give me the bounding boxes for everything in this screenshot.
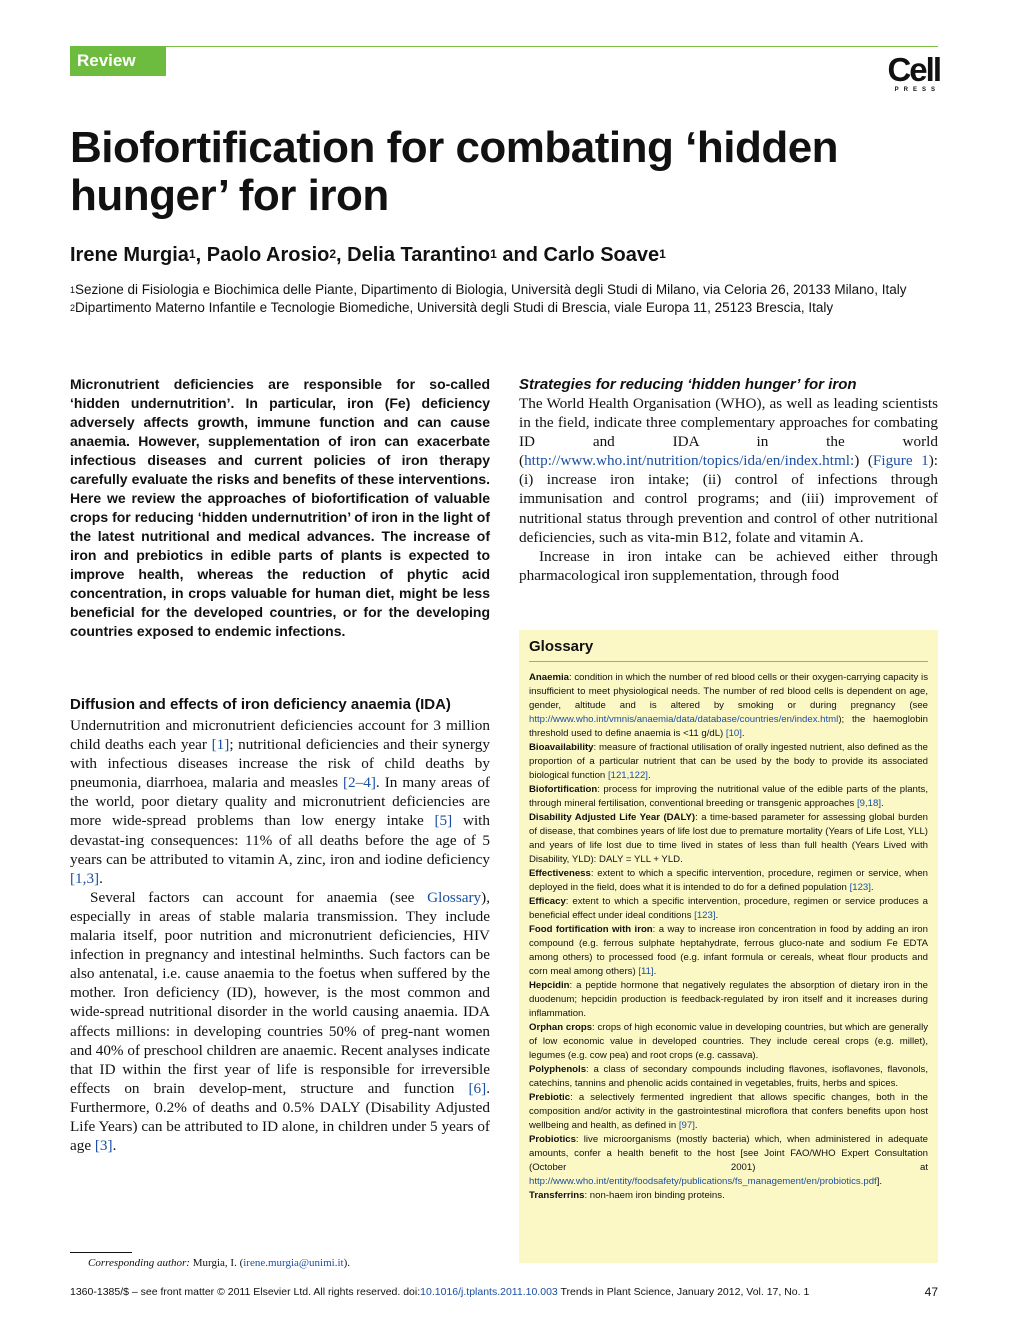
affiliation-mark: 2 xyxy=(70,303,76,313)
body-paragraph xyxy=(519,394,938,547)
affiliation-text: Sezione di Fisiologia e Biochimica delle Piante, Dipartimento di Biologia, Università degli Studi di Milano, via Celoria 26, 20133 Milano, Italy xyxy=(75,282,907,297)
glossary-term: Hepcidin xyxy=(529,980,570,991)
text-run: Undernutrition and micronutrient deficiencies account for 3 million child deaths each year xyxy=(70,717,490,754)
glossary-term: Effectiveness xyxy=(529,868,591,879)
glossary-entry xyxy=(529,1091,928,1133)
author-name: Irene Murgia xyxy=(70,244,189,266)
text-run: . xyxy=(112,1137,117,1155)
glossary-term: Anaemia xyxy=(529,672,569,683)
glossary-list xyxy=(529,671,928,1203)
body-paragraph xyxy=(519,547,938,585)
glossary-term: Efficacy xyxy=(529,896,566,907)
glossary-entry xyxy=(529,741,928,783)
doi-link[interactable]: 10.1016/j.tplants.2011.10.003 xyxy=(420,1286,558,1298)
citation-link[interactable]: [9,18] xyxy=(856,798,881,809)
footer-citation xyxy=(70,1285,809,1299)
body-paragraph xyxy=(70,888,490,1155)
author-separator: , xyxy=(336,244,348,266)
text-run: ; nutritional deficiencies and their synergy with infectious diseases increase the risk of child deaths by pneumonia, diarrhoea, malaria and measles xyxy=(70,736,490,792)
citation-link[interactable]: http://www.who.int/nutrition/topics/ida/en/index.html: xyxy=(524,452,855,470)
author-list xyxy=(70,241,666,269)
text-run: : a peptide hormone that negatively regulates the absorption of dietary iron in the duodenum; hepcidin production is feedback-regulated by iron itself and it increases during inflammation. xyxy=(529,980,928,1019)
author-email-link[interactable]: irene.murgia@unimi.it xyxy=(243,1257,344,1269)
text-run: The World Health Organisation (WHO), as well as leading scientists in the field, indicate three complementary approaches for combating ID and IDA in the world ( xyxy=(519,395,938,470)
text-run: Several factors can account for anaemia (see xyxy=(90,888,428,906)
text-run: : extent to which a specific intervention, procedure, regimen or service produces a beneficial effect under ideal conditions xyxy=(529,896,928,921)
text-run: : a way to increase iron concentration in food by adding an iron compound (e.g. ferrous sulphate heptahydrate, ferrous gluco-nate and sodium Fe EDTA among others) to processed food (e.g. infant formula or cereals, wheat flour products and corn meal among others) xyxy=(529,924,928,977)
glossary-entry xyxy=(529,1021,928,1063)
author-name: Paolo Arosio xyxy=(206,244,330,266)
section-tab: Review xyxy=(70,46,166,76)
text-run: Increase in iron intake can be achieved either through pharmacological iron supplementation, through food xyxy=(519,547,938,584)
text-run: . xyxy=(881,798,884,809)
logo-main-text: Cell xyxy=(887,51,940,88)
header-rule xyxy=(70,46,938,47)
article-title: Biofortification for combating ‘hidden hunger’ for iron xyxy=(70,123,839,220)
text-run: . xyxy=(715,910,719,921)
text-run: : crops of high economic value in developing countries, but which are generally of low economic value in developed countries. They include cereal crops (e.g. millet), legumes (e.g. cow pea) and root crops (e.g. cassava). xyxy=(529,1022,928,1061)
text-run: : a class of secondary compounds including flavones, isoflavones, flavonols, catechins, tannins and phenolic acids contained in vegetables, fruits, herbs and spices. xyxy=(529,1064,928,1089)
publisher-logo xyxy=(874,51,940,94)
text-run: : extent to which a specific intervention, procedure, regimen or service, when deployed in the field, does what it is intended to do for a defined population xyxy=(529,868,928,893)
affiliation xyxy=(70,281,948,299)
text-run: : condition in which the number of red blood cells or their oxygen-carrying capacity is insufficient to meet physiological needs. The number of red blood cells is dependent on age, gender, altitude and is altered by smoking or during pregnancy (see xyxy=(529,672,928,711)
text-run: : non-haem iron binding proteins. xyxy=(584,1190,725,1201)
citation-link[interactable]: [1,3] xyxy=(70,869,100,887)
left-column-body xyxy=(70,716,490,1155)
citation-link[interactable]: [1] xyxy=(211,736,230,754)
footnote-label: Corresponding author: xyxy=(88,1257,190,1269)
glossary-term: Probiotics xyxy=(529,1134,576,1145)
text-run: ), especially in areas of stable malaria transmission. They include malaria itself, poor nutrition and micronutrient deficiencies, HIV infection in pregnancy and intestinal helminths. Such factors can be also antenatal, i.e. cause anaemia to the foetus when suffered by the mother. Iron deficiency (ID), however, is the most common and wide-spread nutritional disorder in the world causing anaemia. IDA affects millions: in developing countries 50% of preg-nant women and 40% of preschool children are anaemic. Recent analyses indicate that ID within the first year of life is responsible for irreversible effects on brain develop-ment, structure and function xyxy=(70,888,491,1097)
text-run: ): (i) increase iron intake; (ii) control of infections through immunisation and control programs; and (iii) improvement of nutritional status through prevention and control of other nutritional deficiencies, such as vita-min B12, folate and vitamin A. xyxy=(519,452,938,546)
glossary-term: Disability Adjusted Life Year (DALY) xyxy=(529,812,696,823)
author-affiliation-mark: 1 xyxy=(659,247,666,261)
citation-link[interactable]: [123] xyxy=(849,882,871,893)
glossary-term: Biofortification xyxy=(529,784,598,795)
glossary-term: Prebiotic xyxy=(529,1092,571,1103)
text-run: . xyxy=(870,882,874,893)
author-affiliation-mark: 1 xyxy=(490,247,497,261)
text-run: . Furthermore, 0.2% of deaths and 0.5% DALY (Disability Adjusted Life Years) can be attributed to ID alone, in children under 5 years of age xyxy=(70,1079,490,1155)
footer-issn: 1360-1385/$ – see front matter © 2011 Elsevier Ltd. All rights reserved. doi: xyxy=(70,1286,421,1298)
subsection-heading: Strategies for reducing ‘hidden hunger’ for iron xyxy=(519,376,857,393)
glossary-entry xyxy=(529,671,928,741)
affiliation xyxy=(70,299,948,317)
glossary-entry xyxy=(529,1189,928,1203)
glossary-box xyxy=(519,630,938,1263)
citation-link[interactable]: Figure 1 xyxy=(872,452,929,470)
author-name: Carlo Soave xyxy=(543,244,660,266)
citation-link[interactable]: [10] xyxy=(725,728,742,739)
citation-link[interactable]: [5] xyxy=(434,812,453,830)
text-run: . xyxy=(653,966,657,977)
glossary-term: Transferrins xyxy=(529,1190,585,1201)
glossary-term: Food fortification with iron xyxy=(529,924,653,935)
author-separator: and xyxy=(496,244,544,266)
citation-link[interactable]: [11] xyxy=(638,966,654,977)
citation-link[interactable]: [121,122] xyxy=(607,770,648,781)
affiliations xyxy=(70,281,948,317)
corresponding-author-note xyxy=(88,1256,350,1270)
footnote-name: Murgia, I. ( xyxy=(189,1257,244,1269)
text-run: . xyxy=(99,869,103,887)
citation-link[interactable]: http://www.who.int/entity/foodsafety/publications/fs_management/en/probiotics.pdf xyxy=(529,1176,877,1187)
glossary-entry xyxy=(529,923,928,979)
glossary-entry xyxy=(529,1063,928,1091)
citation-link[interactable]: [2–4] xyxy=(343,774,376,792)
right-column-body xyxy=(519,394,938,585)
glossary-term: Polyphenols xyxy=(529,1064,587,1075)
citation-link[interactable]: [6] xyxy=(468,1079,487,1097)
affiliation-mark: 1 xyxy=(70,285,76,295)
glossary-entry xyxy=(529,783,928,811)
text-run: : process for improving the nutritional value of the edible parts of the plants, through mineral fertilisation, conventional breeding or transgenic approaches xyxy=(529,784,928,809)
glossary-entry xyxy=(529,979,928,1021)
author-separator: , xyxy=(195,244,207,266)
glossary-entry xyxy=(529,811,928,867)
text-run: ) ( xyxy=(854,452,873,470)
text-run: . xyxy=(741,728,745,739)
text-run: . xyxy=(694,1120,698,1131)
citation-link[interactable]: Glossary xyxy=(427,888,482,906)
author-affiliation-mark: 2 xyxy=(329,247,337,261)
citation-link[interactable]: [123] xyxy=(694,910,716,921)
text-run: . In many areas of the world, poor dietary quality and micronutrient deficiencies are more wide-spread problems than low energy intake xyxy=(70,774,490,830)
text-run: : measure of fractional utilisation of orally ingested nutrient, also defined as the proportion of a particular nutrient that can be used by the body to provide its associated biological function xyxy=(529,742,928,781)
glossary-entry xyxy=(529,1133,928,1189)
citation-link[interactable]: [97] xyxy=(678,1120,695,1131)
citation-link[interactable]: [3] xyxy=(94,1137,113,1155)
glossary-title: Glossary xyxy=(529,638,928,662)
affiliation-text: Dipartimento Materno Infantile e Tecnologie Biomediche, Università degli Studi di Brescia, viale Europa 11, 25123 Brescia, Italy xyxy=(75,300,834,315)
text-run: : a time-based parameter for assessing global burden of disease, that combines years of life lost due to premature mortality (Years of Life Lost, YLL) and years of life lost due to time lived in states of less than full health (Years Lived with Disability, YLD): DALY = YLL + YLD. xyxy=(529,812,929,865)
glossary-entry xyxy=(529,895,928,923)
text-run: with devastat-ing consequences: 11% of all deaths before the age of 5 years can be attributed to vitamin A, zinc, iron and iodine deficiency xyxy=(70,812,490,868)
author-affiliation-mark: 1 xyxy=(188,247,196,261)
page-number: 47 xyxy=(924,1285,938,1299)
author-name: Delia Tarantino xyxy=(347,244,491,266)
text-run: : a selectively fermented ingredient that allows specific changes, both in the composition and/or activity in the gastrointestinal microflora that confers benefits upon host wellbeing and health, as defined in xyxy=(529,1092,928,1131)
section-heading: Diffusion and effects of iron deficiency anaemia (IDA) xyxy=(70,696,451,713)
logo-sub-text: PRESS xyxy=(894,87,940,93)
footer-journal: Trends in Plant Science, January 2012, Vol. 17, No. 1 xyxy=(557,1286,810,1298)
abstract: Micronutrient deficiencies are responsible for so-called ‘hidden undernutrition’. In particular, iron (Fe) deficiency adversely affects growth, immune function and can cause anaemia. However, supplementation of iron can exacerbate infectious diseases and current policies of iron therapy carefully evaluate the risks and benefits of these interventions. Here we review the approaches of biofortification of valuable crops for reducing ‘hidden undernutrition’ of iron in the light of the latest nutritional and medical advances. The increase of iron and prebiotics in edible parts of plants is expected to improve health, whereas the reduction of phytic acid concentration, in crops valuable for human diet, might be less beneficial for the developed countries, or for the developing countries exposed to endemic infections. xyxy=(70,376,490,639)
text-run: : live microorganisms (mostly bacteria) which, when administered in adequate amounts, confer a health benefit to the host [see Joint FAO/WHO Expert Consultation (October 2001) at xyxy=(529,1134,928,1173)
text-run: ); the haemoglobin threshold used to define anaemia is <11 g/dL) xyxy=(529,714,928,739)
glossary-term: Bioavailability xyxy=(529,742,594,753)
footnote-rule xyxy=(70,1252,132,1253)
glossary-term: Orphan crops xyxy=(529,1022,593,1033)
glossary-entry xyxy=(529,867,928,895)
text-run: ]. xyxy=(876,1176,883,1187)
body-paragraph xyxy=(70,716,490,888)
footnote-end: ). xyxy=(343,1257,351,1269)
citation-link[interactable]: http://www.who.int/vmnis/anaemia/data/database/countries/en/index.html xyxy=(529,714,839,725)
text-run: . xyxy=(647,770,651,781)
